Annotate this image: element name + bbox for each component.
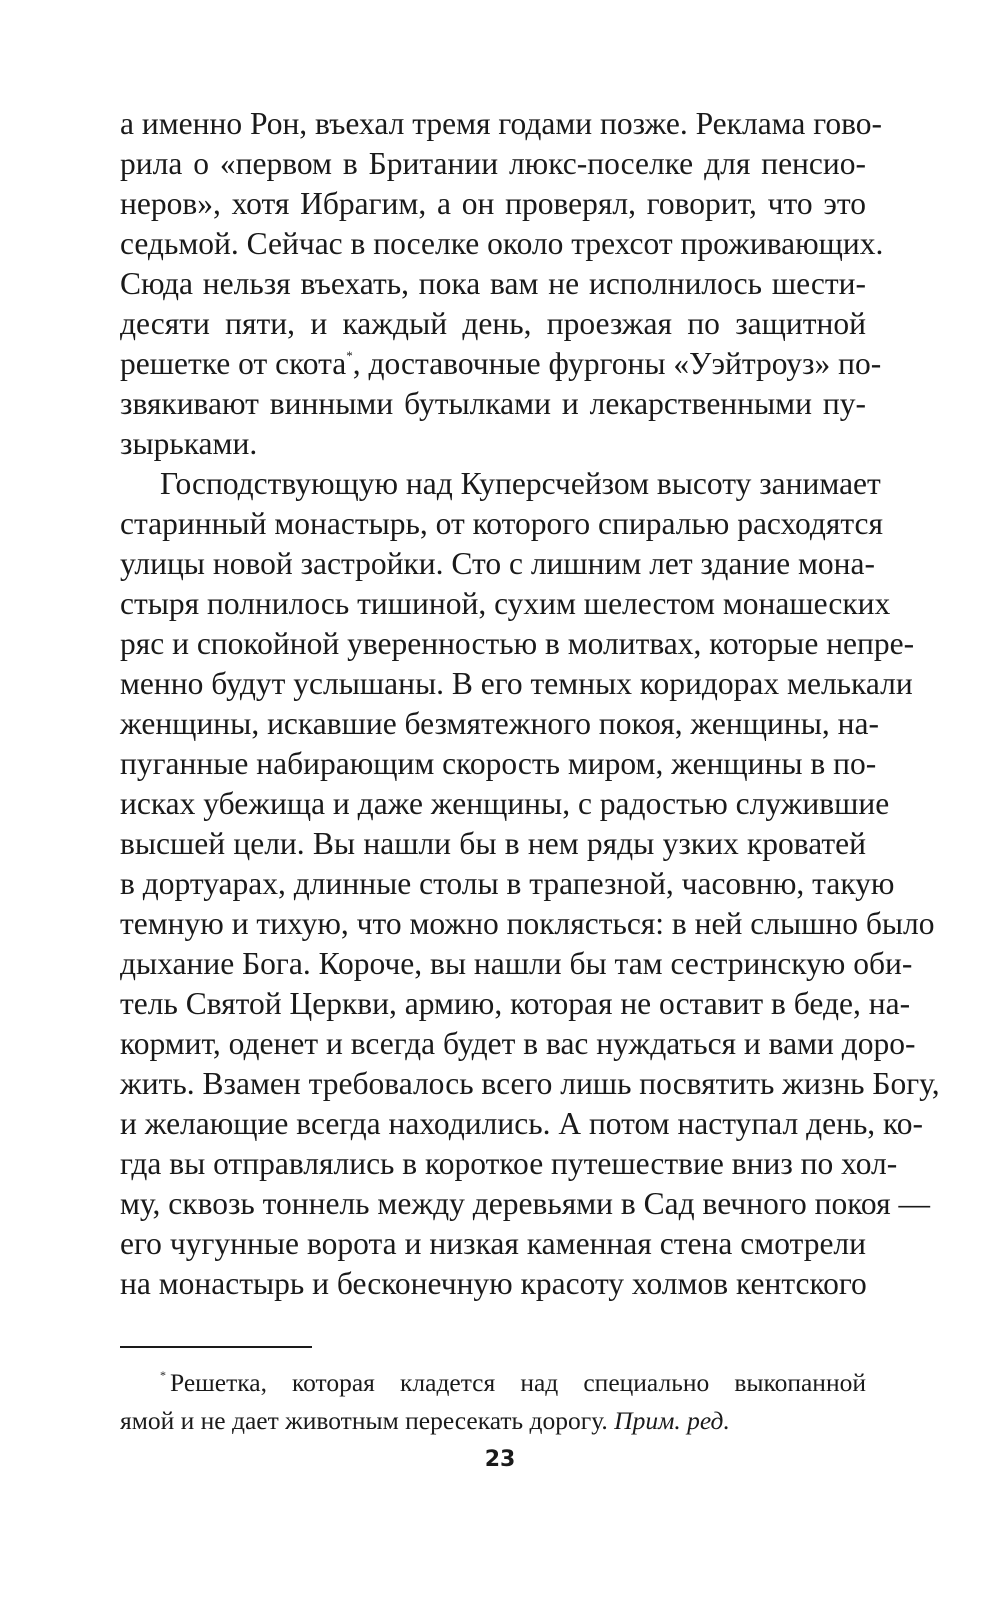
text-fragment: ямой и не дает животным пересекать дорогу.	[120, 1406, 608, 1435]
text-line: кормит, оденет и всегда будет в вас нуждаться и вами доро-	[120, 1026, 916, 1061]
text-line: стыря полнилось тишиной, сухим шелестом монашеских	[120, 586, 891, 621]
page-number: 23	[484, 1447, 516, 1472]
text-line: и желающие всегда находились. А потом наступал день, ко-	[120, 1106, 924, 1141]
text-line: а именно Рон, въехал тремя годами позже. Реклама гово-	[120, 106, 883, 141]
paragraph-1	[120, 104, 884, 464]
text-line: седьмой. Сейчас в поселке около трехсот проживающих.	[120, 226, 884, 261]
text-line: неров», хотя Ибрагим, а он проверял, говорит, что это	[120, 186, 866, 221]
text-line: гда вы отправлялись в короткое путешествие вниз по хол-	[120, 1146, 898, 1181]
text-line: улицы новой застройки. Сто с лишним лет здание мона-	[120, 546, 876, 581]
text-line: дыхание Бога. Короче, вы нашли бы там сестринскую оби-	[120, 946, 913, 981]
paragraph-2	[120, 464, 940, 1304]
text-line: женщины, искавшие безмятежного покоя, женщины, на-	[120, 706, 879, 741]
main-text	[120, 104, 940, 1304]
text-line: исках убежища и даже женщины, с радостью служившие	[120, 786, 890, 821]
text-line: его чугунные ворота и низкая каменная стена смотрели	[120, 1226, 866, 1261]
footnote-reference: *	[346, 348, 353, 363]
text-line: му, сквозь тоннель между деревьями в Сад вечного покоя —	[120, 1186, 930, 1221]
editor-note: Прим. ред.	[614, 1406, 730, 1435]
text-line: в дортуарах, длинные столы в трапезной, часовню, такую	[120, 866, 895, 901]
text-line: десяти пяти, и каждый день, проезжая по защитной	[120, 306, 866, 341]
text-line: менно будут услышаны. В его темных коридорах мелькали	[120, 666, 913, 701]
footnote-line	[120, 1364, 866, 1402]
text-fragment: , доставочные фургоны «Уэйтроуз» по-	[352, 346, 882, 381]
text-line: ряс и спокойной уверенностью в молитвах, которые непре-	[120, 626, 915, 661]
footnote	[120, 1364, 866, 1440]
text-line: жить. Взамен требовалось всего лишь посвятить жизнь Богу,	[120, 1066, 940, 1101]
footnote-divider	[120, 1346, 312, 1348]
text-line: Сюда нельзя въехать, пока вам не исполнилось шести-	[120, 266, 866, 301]
text-line: темную и тихую, что можно поклясться: в ней слышно было	[120, 906, 935, 941]
text-line: высшей цели. Вы нашли бы в нем ряды узких кроватей	[120, 826, 866, 861]
text-line: на монастырь и бесконечную красоту холмов кентского	[120, 1266, 867, 1301]
footnote-line	[120, 1402, 866, 1440]
text-line: зырьками.	[120, 426, 258, 461]
text-line: пуганные набирающим скорость миром, женщины в по-	[120, 746, 877, 781]
text-line	[120, 344, 882, 384]
text-line: Господствующую над Куперсчейзом высоту занимает	[160, 466, 881, 501]
text-line: старинный монастырь, от которого спиралью расходятся	[120, 506, 884, 541]
text-line: рила о «первом в Британии люкс-поселке для пенсио-	[120, 146, 866, 181]
footnote-marker: *	[160, 1368, 166, 1382]
text-line: звякивают винными бутылками и лекарственными пу-	[120, 386, 866, 421]
text-fragment: Решетка, которая кладется над специально выкопанной	[170, 1368, 866, 1397]
text-fragment: решетке от скота	[120, 346, 347, 381]
text-line: тель Святой Церкви, армию, которая не оставит в беде, на-	[120, 986, 911, 1021]
